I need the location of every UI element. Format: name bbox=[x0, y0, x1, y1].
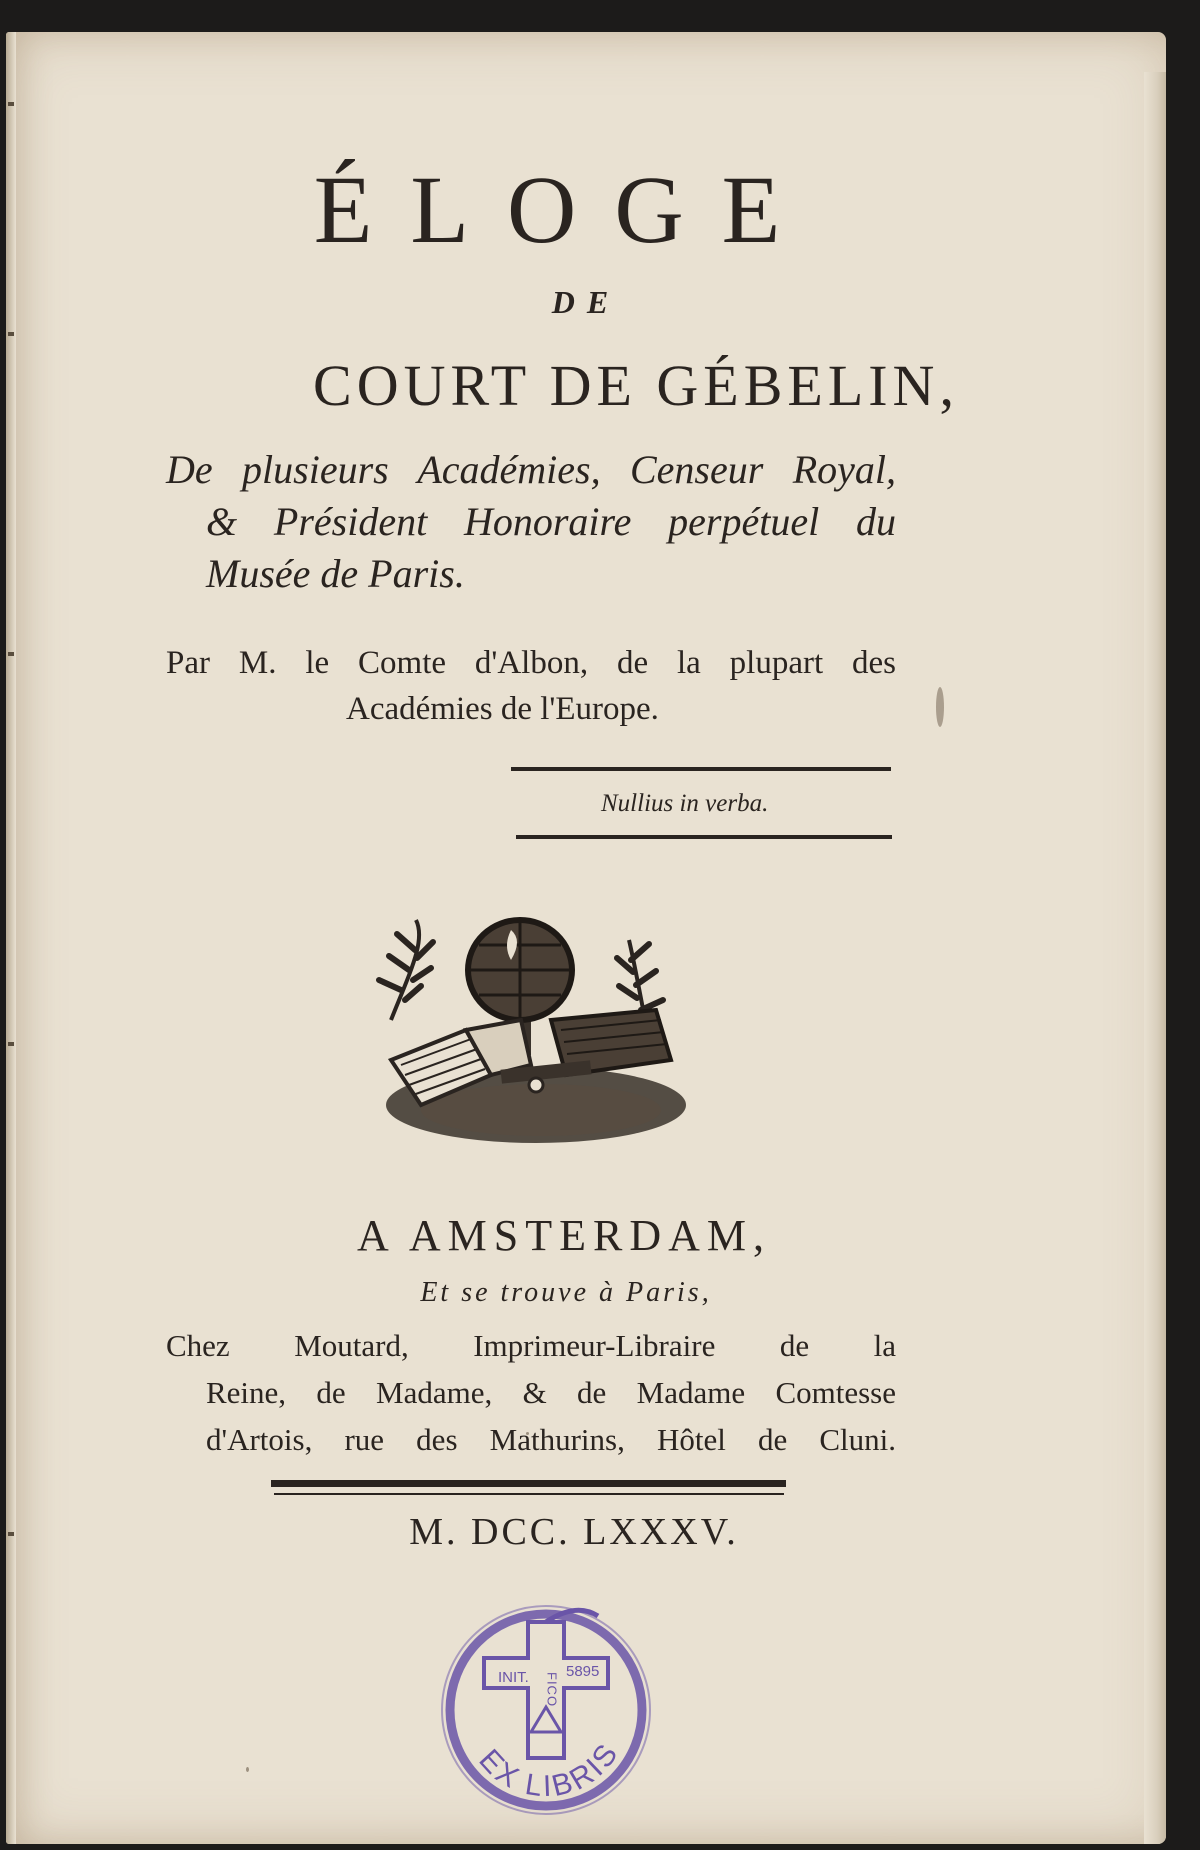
publisher-block bbox=[166, 1322, 896, 1463]
ex-libris-stamp bbox=[426, 1582, 666, 1832]
binding-stitch bbox=[8, 652, 14, 656]
binding-edge bbox=[6, 32, 16, 1844]
publication-date: M. DCC. LXXXV. bbox=[409, 1511, 739, 1553]
binding-stitch bbox=[8, 102, 14, 106]
imprint-place: A AMSTERDAM, bbox=[356, 1211, 772, 1260]
author-line-1: Par M. le Comte d'Albon, de la plupart des bbox=[166, 645, 896, 681]
motto-rule-bottom bbox=[516, 835, 892, 839]
paper-speck bbox=[246, 1767, 249, 1772]
title-page bbox=[6, 32, 1166, 1844]
subject-titles bbox=[166, 444, 896, 600]
motto: Nullius in verba. bbox=[601, 790, 769, 817]
subject-titles-line-2: & Président Honoraire perpétuel du bbox=[206, 499, 896, 544]
publisher-line-1: Chez Moutard, Imprimeur-Libraire de la bbox=[166, 1328, 896, 1363]
binding-stitch bbox=[8, 1532, 14, 1536]
title-preposition: DE bbox=[551, 284, 621, 320]
book-title: ÉLOGE bbox=[313, 156, 819, 263]
binding-stitch bbox=[8, 1042, 14, 1046]
author-line-2: Académies de l'Europe. bbox=[346, 691, 659, 727]
stamp-init-label: INIT. bbox=[498, 1669, 529, 1686]
stamp-ex-libris: EX LIBRIS bbox=[472, 1736, 626, 1804]
motto-rule-top bbox=[511, 767, 891, 771]
subject-name: COURT DE GÉBELIN, bbox=[313, 353, 959, 418]
stamp-cross-text: FICO bbox=[544, 1672, 560, 1708]
page-edge bbox=[1144, 72, 1166, 1844]
paper-stain bbox=[936, 687, 944, 727]
stamp-number: 5895 bbox=[566, 1663, 600, 1680]
date-rule-thick bbox=[271, 1480, 786, 1487]
publisher-line-3: d'Artois, rue des Mathurins, Hôtel de Cluni. bbox=[206, 1422, 896, 1457]
subject-titles-line-1: De plusieurs Académies, Censeur Royal, bbox=[166, 447, 896, 492]
binding-stitch bbox=[8, 332, 14, 336]
imprint-also-found: Et se trouve à Paris, bbox=[420, 1277, 712, 1308]
author-credit bbox=[166, 640, 896, 732]
publisher-line-2: Reine, de Madame, & de Madame Comtesse bbox=[206, 1375, 896, 1410]
date-rule-thin bbox=[274, 1493, 784, 1495]
globe-books-vignette bbox=[371, 900, 701, 1160]
subject-titles-line-3: Musée de Paris. bbox=[206, 551, 465, 596]
